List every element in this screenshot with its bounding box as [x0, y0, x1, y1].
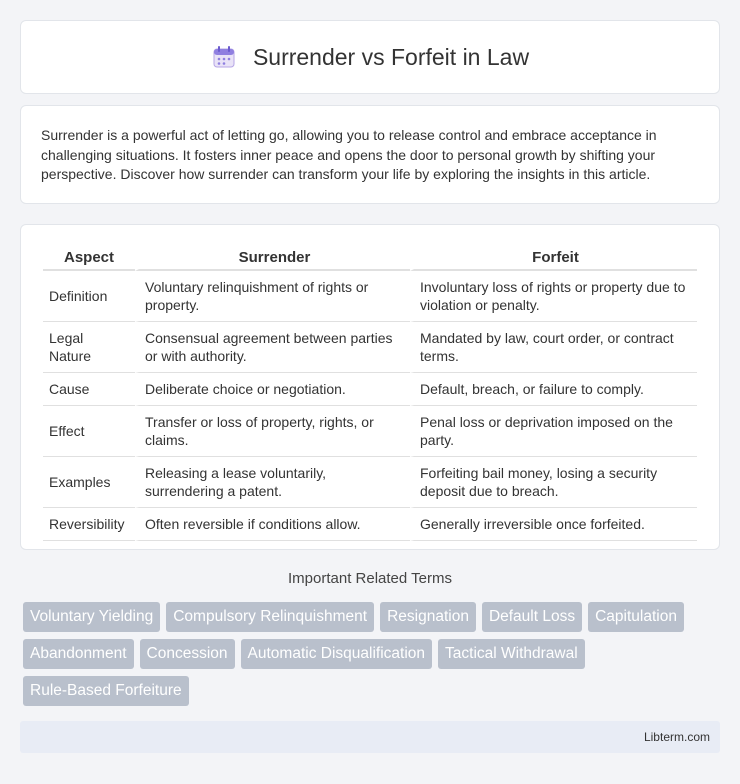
table-row — [43, 406, 697, 457]
header-surrender: Surrender — [135, 245, 410, 271]
cell-forfeit: Generally irreversible once forfeited. — [410, 508, 697, 541]
footer-site-link[interactable]: Libterm.com — [643, 730, 710, 744]
cell-surrender: Deliberate choice or negotiation. — [135, 373, 410, 406]
comparison-table-card — [20, 224, 720, 550]
related-term-tag[interactable]: Concession — [140, 639, 235, 669]
table-row — [43, 271, 697, 322]
cell-aspect: Examples — [43, 457, 135, 508]
cell-aspect: Effect — [43, 406, 135, 457]
related-term-tag[interactable]: Rule-Based Forfeiture — [23, 676, 189, 706]
related-terms-list — [23, 602, 723, 706]
cell-surrender: Often reversible if conditions allow. — [135, 508, 410, 541]
related-term-tag[interactable]: Resignation — [380, 602, 476, 632]
related-term-tag[interactable]: Compulsory Relinquishment — [166, 602, 374, 632]
cell-surrender: Consensual agreement between parties or with authority. — [135, 322, 410, 373]
related-term-tag[interactable]: Automatic Disqualification — [241, 639, 432, 669]
comparison-table — [43, 245, 697, 541]
related-term-tag[interactable]: Abandonment — [23, 639, 134, 669]
table-row — [43, 373, 697, 406]
table-row — [43, 322, 697, 373]
table-header-row — [43, 245, 697, 271]
table-row — [43, 457, 697, 508]
cell-forfeit: Default, breach, or failure to comply. — [410, 373, 697, 406]
header-card — [20, 20, 720, 94]
header-aspect: Aspect — [43, 245, 135, 271]
related-term-tag[interactable]: Default Loss — [482, 602, 582, 632]
cell-aspect: Definition — [43, 271, 135, 322]
title-wrap — [211, 44, 529, 71]
cell-forfeit: Forfeiting bail money, losing a security deposit due to breach. — [410, 457, 697, 508]
related-term-tag[interactable]: Tactical Withdrawal — [438, 639, 585, 669]
cell-aspect: Cause — [43, 373, 135, 406]
table-row — [43, 508, 697, 541]
cell-surrender: Releasing a lease voluntarily, surrendering a patent. — [135, 457, 410, 508]
related-terms-title: Important Related Terms — [288, 570, 452, 587]
intro-card — [20, 105, 720, 204]
related-term-tag[interactable]: Voluntary Yielding — [23, 602, 160, 632]
cell-forfeit: Mandated by law, court order, or contract terms. — [410, 322, 697, 373]
cell-forfeit: Penal loss or deprivation imposed on the party. — [410, 406, 697, 457]
calendar-icon — [211, 44, 237, 70]
cell-aspect: Reversibility — [43, 508, 135, 541]
cell-surrender: Voluntary relinquishment of rights or property. — [135, 271, 410, 322]
intro-text: Surrender is a powerful act of letting go, allowing you to release control and embrace acceptance in challenging situations. It fosters inner peace and opens the door to personal growth by shifting your perspective. Discover how surrender can transform your life by exploring the insights in this article. — [41, 127, 657, 182]
footer — [20, 721, 720, 753]
related-term-tag[interactable]: Capitulation — [588, 602, 684, 632]
header-forfeit: Forfeit — [410, 245, 697, 271]
cell-aspect: Legal Nature — [43, 322, 135, 373]
page-title: Surrender vs Forfeit in Law — [252, 43, 530, 70]
cell-surrender: Transfer or loss of property, rights, or claims. — [135, 406, 410, 457]
cell-forfeit: Involuntary loss of rights or property due to violation or penalty. — [410, 271, 697, 322]
